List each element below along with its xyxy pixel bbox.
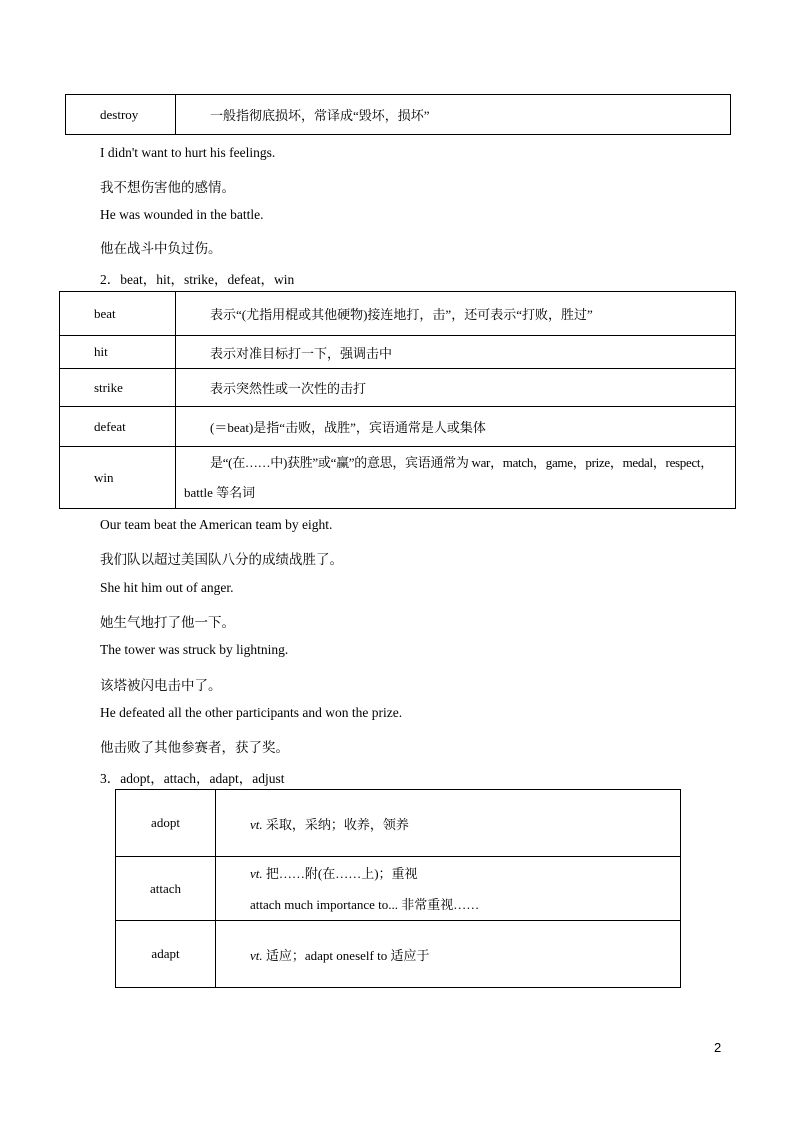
word-cell: win bbox=[60, 447, 176, 509]
example-translation: 我们队以超过美国队八分的成绩战胜了。 bbox=[100, 552, 343, 567]
table-row bbox=[116, 921, 681, 988]
example-sentence: The tower was struck by lightning. bbox=[100, 642, 289, 657]
table-row bbox=[60, 447, 736, 509]
example-sentence: Our team beat the American team by eight. bbox=[100, 517, 333, 532]
description-cell bbox=[216, 921, 681, 988]
destroy-table bbox=[65, 94, 731, 135]
description-text: 采取，采纳；收养，领养 bbox=[262, 816, 409, 832]
description-cell: 表示突然性或一次性的击打 bbox=[176, 369, 736, 407]
table-row bbox=[60, 369, 736, 407]
description-text: 把……附(在……上)；重视 bbox=[262, 865, 418, 881]
description-line bbox=[250, 858, 680, 889]
example-translation: 我不想伤害他的感情。 bbox=[100, 180, 235, 195]
word-cell: strike bbox=[60, 369, 176, 407]
description-cell bbox=[176, 447, 736, 509]
part-of-speech: vt. bbox=[250, 947, 263, 963]
word-cell: hit bbox=[60, 336, 176, 369]
word-cell: adopt bbox=[116, 790, 216, 857]
table-row bbox=[66, 95, 731, 135]
table-row bbox=[60, 407, 736, 447]
beat-hit-strike-table bbox=[59, 291, 736, 509]
example-sentence: He defeated all the other participants and won the prize. bbox=[100, 705, 403, 720]
description-cell: 一般指彻底损坏，常译成“毁坏，损坏” bbox=[176, 95, 731, 135]
example-translation: 她生气地打了他一下。 bbox=[100, 615, 235, 630]
description-line: 是“(在……中)获胜”或“赢”的意思，宾语通常为 war，match，game，prize，medal，respect， bbox=[210, 454, 713, 470]
word-cell: destroy bbox=[66, 95, 176, 135]
word-cell: attach bbox=[116, 857, 216, 921]
part-of-speech: vt. bbox=[250, 816, 263, 832]
description-cell: (＝beat)是指“击败，战胜”，宾语通常是人或集体 bbox=[176, 407, 736, 447]
section-heading: 3．adopt，attach，adapt，adjust bbox=[100, 771, 285, 786]
table-row bbox=[60, 292, 736, 336]
description-cell: 表示对准目标打一下，强调击中 bbox=[176, 336, 736, 369]
description-line: attach much importance to... 非常重视…… bbox=[250, 896, 480, 912]
word-cell: beat bbox=[60, 292, 176, 336]
example-translation: 他击败了其他参赛者，获了奖。 bbox=[100, 740, 289, 755]
description-cell bbox=[216, 790, 681, 857]
word-cell: adapt bbox=[116, 921, 216, 988]
example-sentence: I didn't want to hurt his feelings. bbox=[100, 145, 276, 160]
description-text: 适应；adapt oneself to 适应于 bbox=[262, 947, 430, 963]
description-cell bbox=[216, 857, 681, 921]
table-row bbox=[60, 336, 736, 369]
example-sentence: She hit him out of anger. bbox=[100, 580, 234, 595]
table-row bbox=[116, 857, 681, 921]
page-number: 2 bbox=[714, 1040, 722, 1055]
section-heading: 2．beat，hit，strike，defeat，win bbox=[100, 272, 295, 287]
example-translation: 他在战斗中负过伤。 bbox=[100, 241, 222, 256]
word-cell: defeat bbox=[60, 407, 176, 447]
description-line: battle 等名词 bbox=[184, 484, 256, 500]
adopt-attach-table bbox=[115, 789, 681, 988]
part-of-speech: vt. bbox=[250, 865, 263, 881]
table-row bbox=[116, 790, 681, 857]
description-cell: 表示“(尤指用棍或其他硬物)接连地打，击”，还可表示“打败，胜过” bbox=[176, 292, 736, 336]
example-sentence: He was wounded in the battle. bbox=[100, 207, 264, 222]
example-translation: 该塔被闪电击中了。 bbox=[100, 678, 222, 693]
